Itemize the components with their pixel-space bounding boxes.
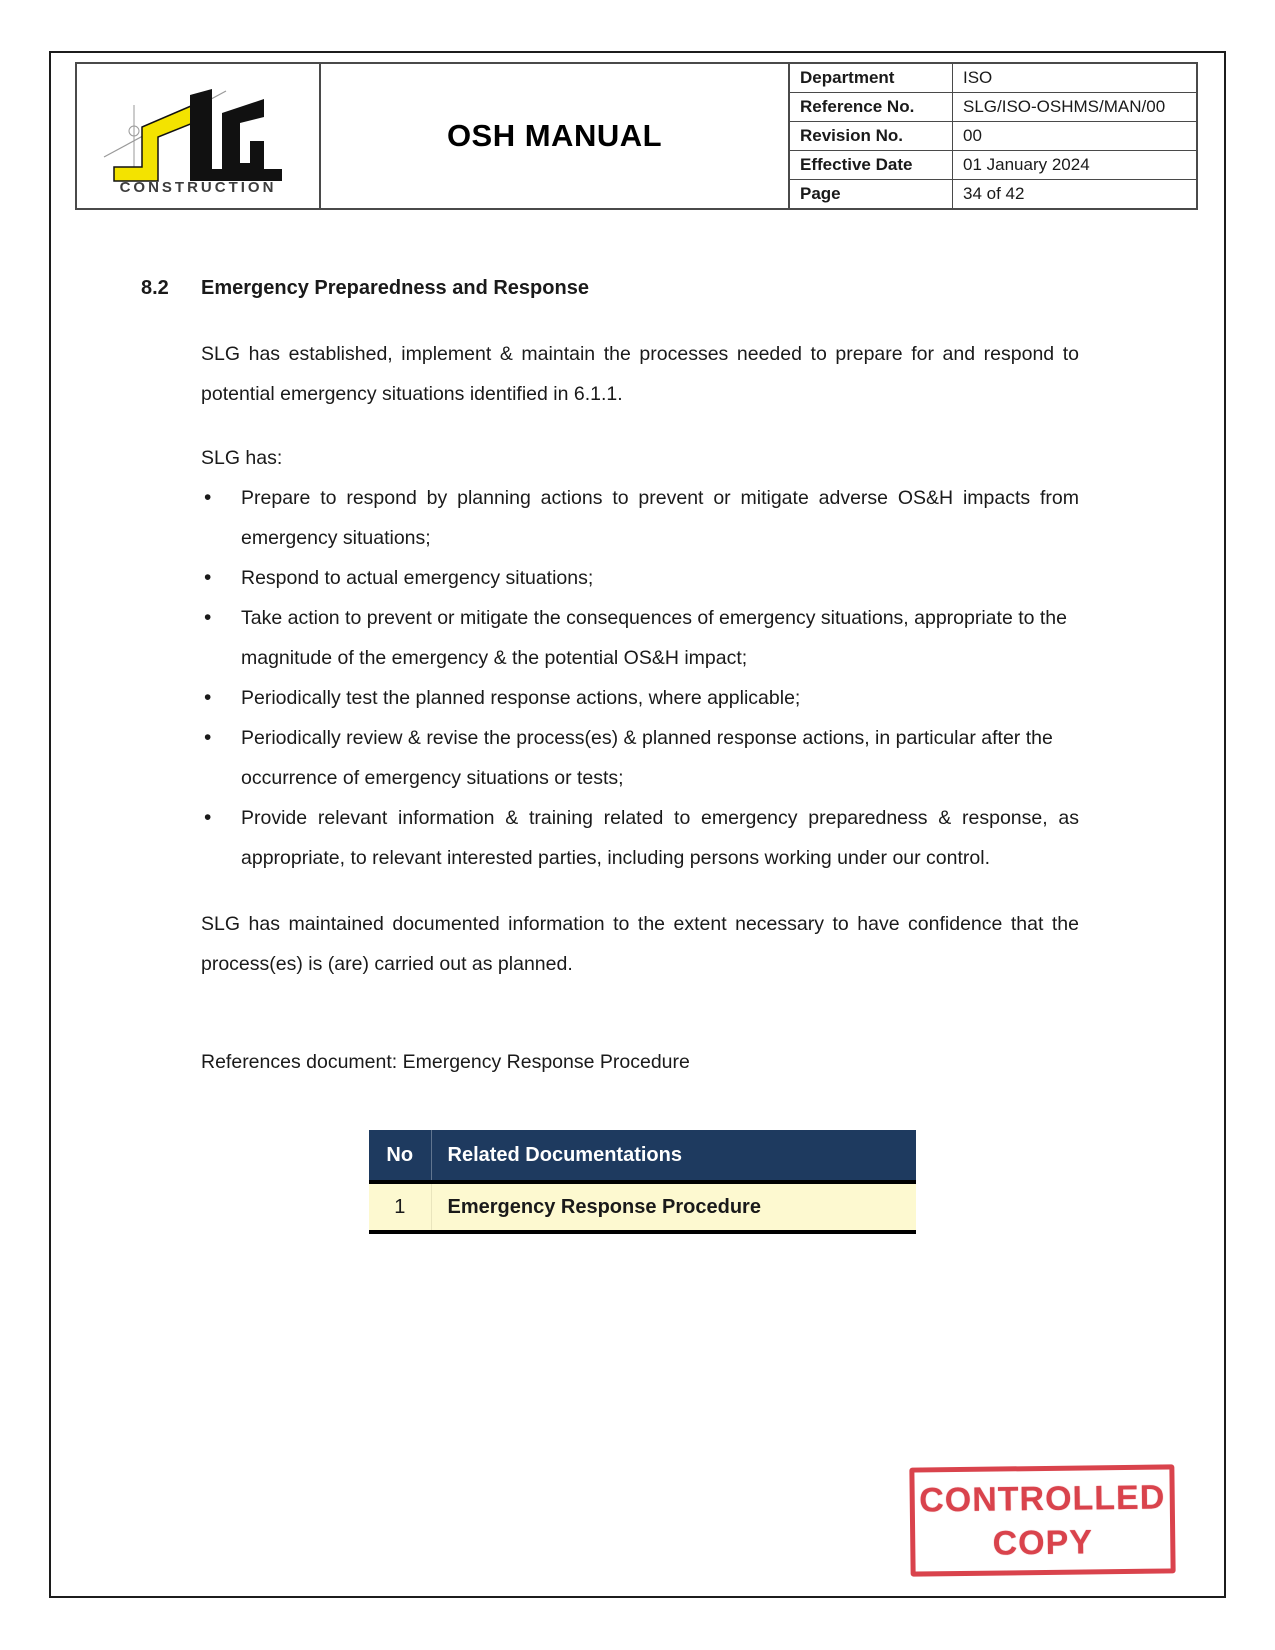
slg-logo-icon bbox=[98, 83, 298, 187]
table-row bbox=[369, 1182, 916, 1232]
manual-title: OSH MANUAL bbox=[446, 118, 663, 153]
info-row-revision bbox=[790, 122, 1196, 151]
document-header bbox=[75, 62, 1198, 210]
info-label: Department bbox=[790, 64, 953, 92]
info-value: 01 January 2024 bbox=[963, 155, 1090, 174]
intro-paragraph: SLG has established, implement & maintain the processes needed to prepare for and respond to potential emergency situations identified in 6.1.1. bbox=[201, 343, 1079, 405]
bullet-item: • Take action to prevent or mitigate the consequences of emergency situations, appropriate to the magnitude of the emergency & the potential OS&H impact; bbox=[201, 598, 1079, 678]
table-cell-document: Emergency Response Procedure bbox=[431, 1182, 916, 1232]
info-label: Effective Date bbox=[790, 151, 953, 179]
document-info-table bbox=[790, 64, 1196, 208]
info-row-department bbox=[790, 64, 1196, 93]
info-value: 00 bbox=[963, 126, 982, 145]
bullet-item: • Respond to actual emergency situations; bbox=[201, 558, 1079, 598]
bullet-item: • Periodically review & revise the process(es) & planned response actions, in particular after the occurrence of emergency situations or tests; bbox=[201, 718, 1079, 798]
info-row-effective-date bbox=[790, 151, 1196, 180]
manual-title-cell bbox=[321, 64, 790, 208]
table-header-no: No bbox=[369, 1130, 431, 1182]
info-label: Reference No. bbox=[790, 93, 953, 121]
info-label: Page bbox=[790, 180, 953, 208]
related-documentations-table bbox=[369, 1130, 916, 1234]
company-logo bbox=[77, 64, 321, 208]
table-cell-no: 1 bbox=[369, 1182, 431, 1232]
section-number: 8.2 bbox=[141, 277, 169, 299]
info-row-page bbox=[790, 180, 1196, 208]
info-row-reference bbox=[790, 93, 1196, 122]
stamp-text-line1: CONTROLLED bbox=[918, 1477, 1166, 1520]
list-lead: SLG has: bbox=[201, 447, 283, 469]
page-border-frame bbox=[49, 51, 1226, 1598]
controlled-copy-stamp bbox=[909, 1464, 1175, 1576]
info-label: Revision No. bbox=[790, 122, 953, 150]
references-line: References document: Emergency Response Procedure bbox=[201, 1051, 690, 1073]
document-body bbox=[51, 268, 1224, 1234]
info-value: ISO bbox=[963, 68, 993, 87]
section-title: Emergency Preparedness and Response bbox=[201, 277, 589, 299]
bullet-item: • Prepare to respond by planning actions to prevent or mitigate adverse OS&H impacts from emergency situations; bbox=[201, 478, 1079, 558]
bullet-item: • Provide relevant information & training related to emergency preparedness & response, as appropriate, to relevant interested parties, including persons working under our control. bbox=[201, 798, 1079, 878]
table-header-row bbox=[369, 1130, 916, 1182]
logo-subtitle: CONSTRUCTION bbox=[119, 178, 277, 196]
bullet-list bbox=[201, 478, 1079, 878]
info-value: 34 of 42 bbox=[963, 184, 1025, 203]
table-header-related-documentations: Related Documentations bbox=[431, 1130, 916, 1182]
stamp-text-line2: COPY bbox=[992, 1522, 1094, 1563]
section-heading bbox=[141, 268, 1079, 308]
bullet-item: • Periodically test the planned response actions, where applicable; bbox=[201, 678, 1079, 718]
maintained-paragraph: SLG has maintained documented information to the extent necessary to have confidence that the process(es) is (are) carried out as planned. bbox=[201, 913, 1079, 975]
info-value: SLG/ISO-OSHMS/MAN/00 bbox=[963, 97, 1166, 116]
